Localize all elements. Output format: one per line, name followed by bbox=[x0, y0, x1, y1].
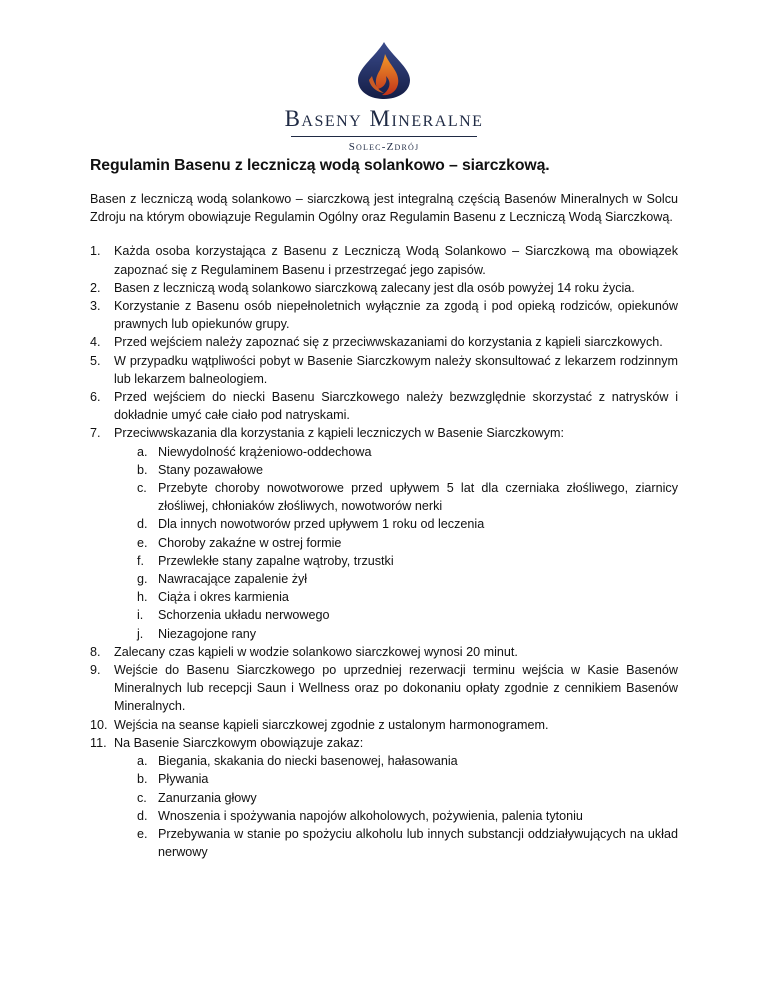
subitem-text: Biegania, skakania do niecki basenowej, hałasowania bbox=[158, 754, 458, 769]
brand-name: Baseny Mineralne bbox=[284, 106, 484, 131]
rule-number: 1. bbox=[90, 244, 101, 259]
rule-item bbox=[90, 424, 678, 642]
rule-subitem bbox=[114, 552, 678, 570]
rule-text: Wejście do Basenu Siarczkowego po uprzedniej rezerwacji terminu wejścia w Kasie Basenów Mineralnych lub recepcji Saun i Wellness oraz po dokonaniu opłaty zgodnie z cennikiem Basenów Mineralnych. bbox=[114, 663, 678, 714]
rule-number: 10. bbox=[90, 717, 108, 732]
rule-number: 2. bbox=[90, 280, 101, 295]
subitem-text: Przewlekłe stany zapalne wątroby, trzustki bbox=[158, 553, 394, 568]
subitem-letter: f. bbox=[137, 553, 144, 568]
rule-text: Zalecany czas kąpieli w wodzie solankowo siarczkowej wynosi 20 minut. bbox=[114, 644, 518, 659]
subitem-letter: c. bbox=[137, 481, 147, 496]
subitem-text: Zanurzania głowy bbox=[158, 790, 257, 805]
rule-number: 5. bbox=[90, 353, 101, 368]
subitem-text: Schorzenia układu nerwowego bbox=[158, 608, 330, 623]
rule-subitem bbox=[114, 443, 678, 461]
subitem-text: Przebyte choroby nowotworowe przed upływem 5 lat dla czerniaka złośliwego, ziarnicy złośliwej, chłoniaków złośliwych, nowotworów nerki bbox=[158, 481, 678, 514]
rule-subitem bbox=[114, 461, 678, 479]
rule-item bbox=[90, 661, 678, 716]
rule-sublist bbox=[114, 443, 678, 643]
subitem-text: Przebywania w stanie po spożyciu alkoholu lub innych substancji oddziaływujących na układ nerwowy bbox=[158, 826, 678, 860]
rules-list bbox=[90, 242, 678, 861]
rule-item bbox=[90, 242, 678, 278]
subitem-letter: e. bbox=[137, 826, 148, 841]
rule-subitem bbox=[114, 625, 678, 643]
subitem-letter: b. bbox=[137, 462, 148, 477]
subitem-letter: d. bbox=[137, 517, 148, 532]
rule-subitem bbox=[114, 479, 678, 515]
rule-item bbox=[90, 352, 678, 388]
rule-subitem bbox=[114, 770, 678, 788]
subitem-letter: a. bbox=[137, 444, 148, 459]
subitem-letter: d. bbox=[137, 808, 148, 823]
brand-divider bbox=[291, 136, 477, 137]
subitem-text: Niezagojone rany bbox=[158, 626, 257, 641]
rule-text: W przypadku wątpliwości pobyt w Basenie Siarczkowym należy skonsultować z lekarzem rodzinnym lub lekarzem balneologiem. bbox=[114, 353, 678, 386]
subitem-letter: c. bbox=[137, 790, 147, 805]
rule-item bbox=[90, 279, 678, 297]
subitem-text: Nawracające zapalenie żył bbox=[158, 572, 308, 587]
rule-subitem bbox=[114, 825, 678, 861]
rule-text: Na Basenie Siarczkowym obowiązuje zakaz: bbox=[114, 735, 364, 750]
subitem-letter: a. bbox=[137, 754, 148, 769]
rule-subitem bbox=[114, 588, 678, 606]
rule-subitem bbox=[114, 752, 678, 770]
rule-text: Przeciwwskazania dla korzystania z kąpieli leczniczych w Basenie Siarczkowym: bbox=[114, 426, 565, 441]
rule-item bbox=[90, 388, 678, 424]
rule-sublist bbox=[114, 752, 678, 861]
rule-item bbox=[90, 716, 678, 734]
subitem-letter: i. bbox=[137, 608, 144, 623]
brand-location: Solec-Zdrój bbox=[348, 141, 420, 153]
rule-text: Każda osoba korzystająca z Basenu z Leczniczą Wodą Solankowo – Siarczkową ma obowiązek zapoznać się z Regulaminem Basenu i przestrzegać jego zapisów. bbox=[114, 244, 678, 277]
rule-subitem bbox=[114, 515, 678, 533]
rule-subitem bbox=[114, 789, 678, 807]
rule-item bbox=[90, 734, 678, 861]
rule-number: 11. bbox=[90, 735, 107, 750]
rule-subitem bbox=[114, 807, 678, 825]
rule-text: Przed wejściem należy zapoznać się z przeciwwskazaniami do korzystania z kąpieli siarczkowych. bbox=[114, 335, 663, 350]
subitem-text: Choroby zakaźne w ostrej formie bbox=[158, 535, 342, 550]
subitem-text: Stany pozawałowe bbox=[158, 462, 264, 477]
rule-item bbox=[90, 643, 678, 661]
logo bbox=[0, 40, 768, 153]
rule-subitem bbox=[114, 606, 678, 624]
subitem-text: Dla innych nowotworów przed upływem 1 roku od leczenia bbox=[158, 517, 485, 532]
rule-subitem bbox=[114, 570, 678, 588]
subitem-letter: j. bbox=[137, 626, 144, 641]
rule-number: 6. bbox=[90, 390, 101, 405]
intro-paragraph: Basen z leczniczą wodą solankowo – siarczkową jest integralną częścią Basenów Mineralnych w Solcu Zdroju na którym obowiązuje Regulamin Ogólny oraz Regulamin Basenu z Leczniczą Wodą Siarczkową. bbox=[90, 192, 678, 225]
rule-text: Basen z leczniczą wodą solankowo siarczkową zalecany jest dla osób powyżej 14 roku życia. bbox=[114, 280, 635, 295]
rule-number: 4. bbox=[90, 335, 101, 350]
subitem-text: Pływania bbox=[158, 772, 209, 787]
rule-text: Przed wejściem do niecki Basenu Siarczkowego należy bezwzględnie skorzystać z natrysków i dokładnie umyć całe ciało pod natryskami. bbox=[114, 390, 678, 423]
rule-number: 8. bbox=[90, 644, 101, 659]
rule-text: Wejścia na seanse kąpieli siarczkowej zgodnie z ustalonym harmonogramem. bbox=[114, 717, 549, 732]
document-body bbox=[90, 156, 678, 861]
rule-item bbox=[90, 333, 678, 351]
water-drop-flame-icon bbox=[352, 40, 416, 100]
rule-subitem bbox=[114, 534, 678, 552]
rule-text: Korzystanie z Basenu osób niepełnoletnich wyłącznie za zgodą i pod opieką rodziców, opiekunów prawnych lub opiekunów grupy. bbox=[114, 299, 678, 332]
rule-item bbox=[90, 297, 678, 333]
subitem-text: Niewydolność krążeniowo-oddechowa bbox=[158, 444, 372, 459]
subitem-text: Ciąża i okres karmienia bbox=[158, 590, 289, 605]
subitem-letter: h. bbox=[137, 590, 148, 605]
subitem-letter: g. bbox=[137, 572, 148, 587]
subitem-text: Wnoszenia i spożywania napojów alkoholowych, pożywienia, palenia tytoniu bbox=[158, 808, 583, 823]
rule-number: 3. bbox=[90, 299, 101, 314]
subitem-letter: b. bbox=[137, 772, 148, 787]
page-title: Regulamin Basenu z leczniczą wodą solankowo – siarczkową. bbox=[90, 157, 550, 174]
rule-number: 9. bbox=[90, 663, 101, 678]
rule-number: 7. bbox=[90, 426, 101, 441]
subitem-letter: e. bbox=[137, 535, 148, 550]
